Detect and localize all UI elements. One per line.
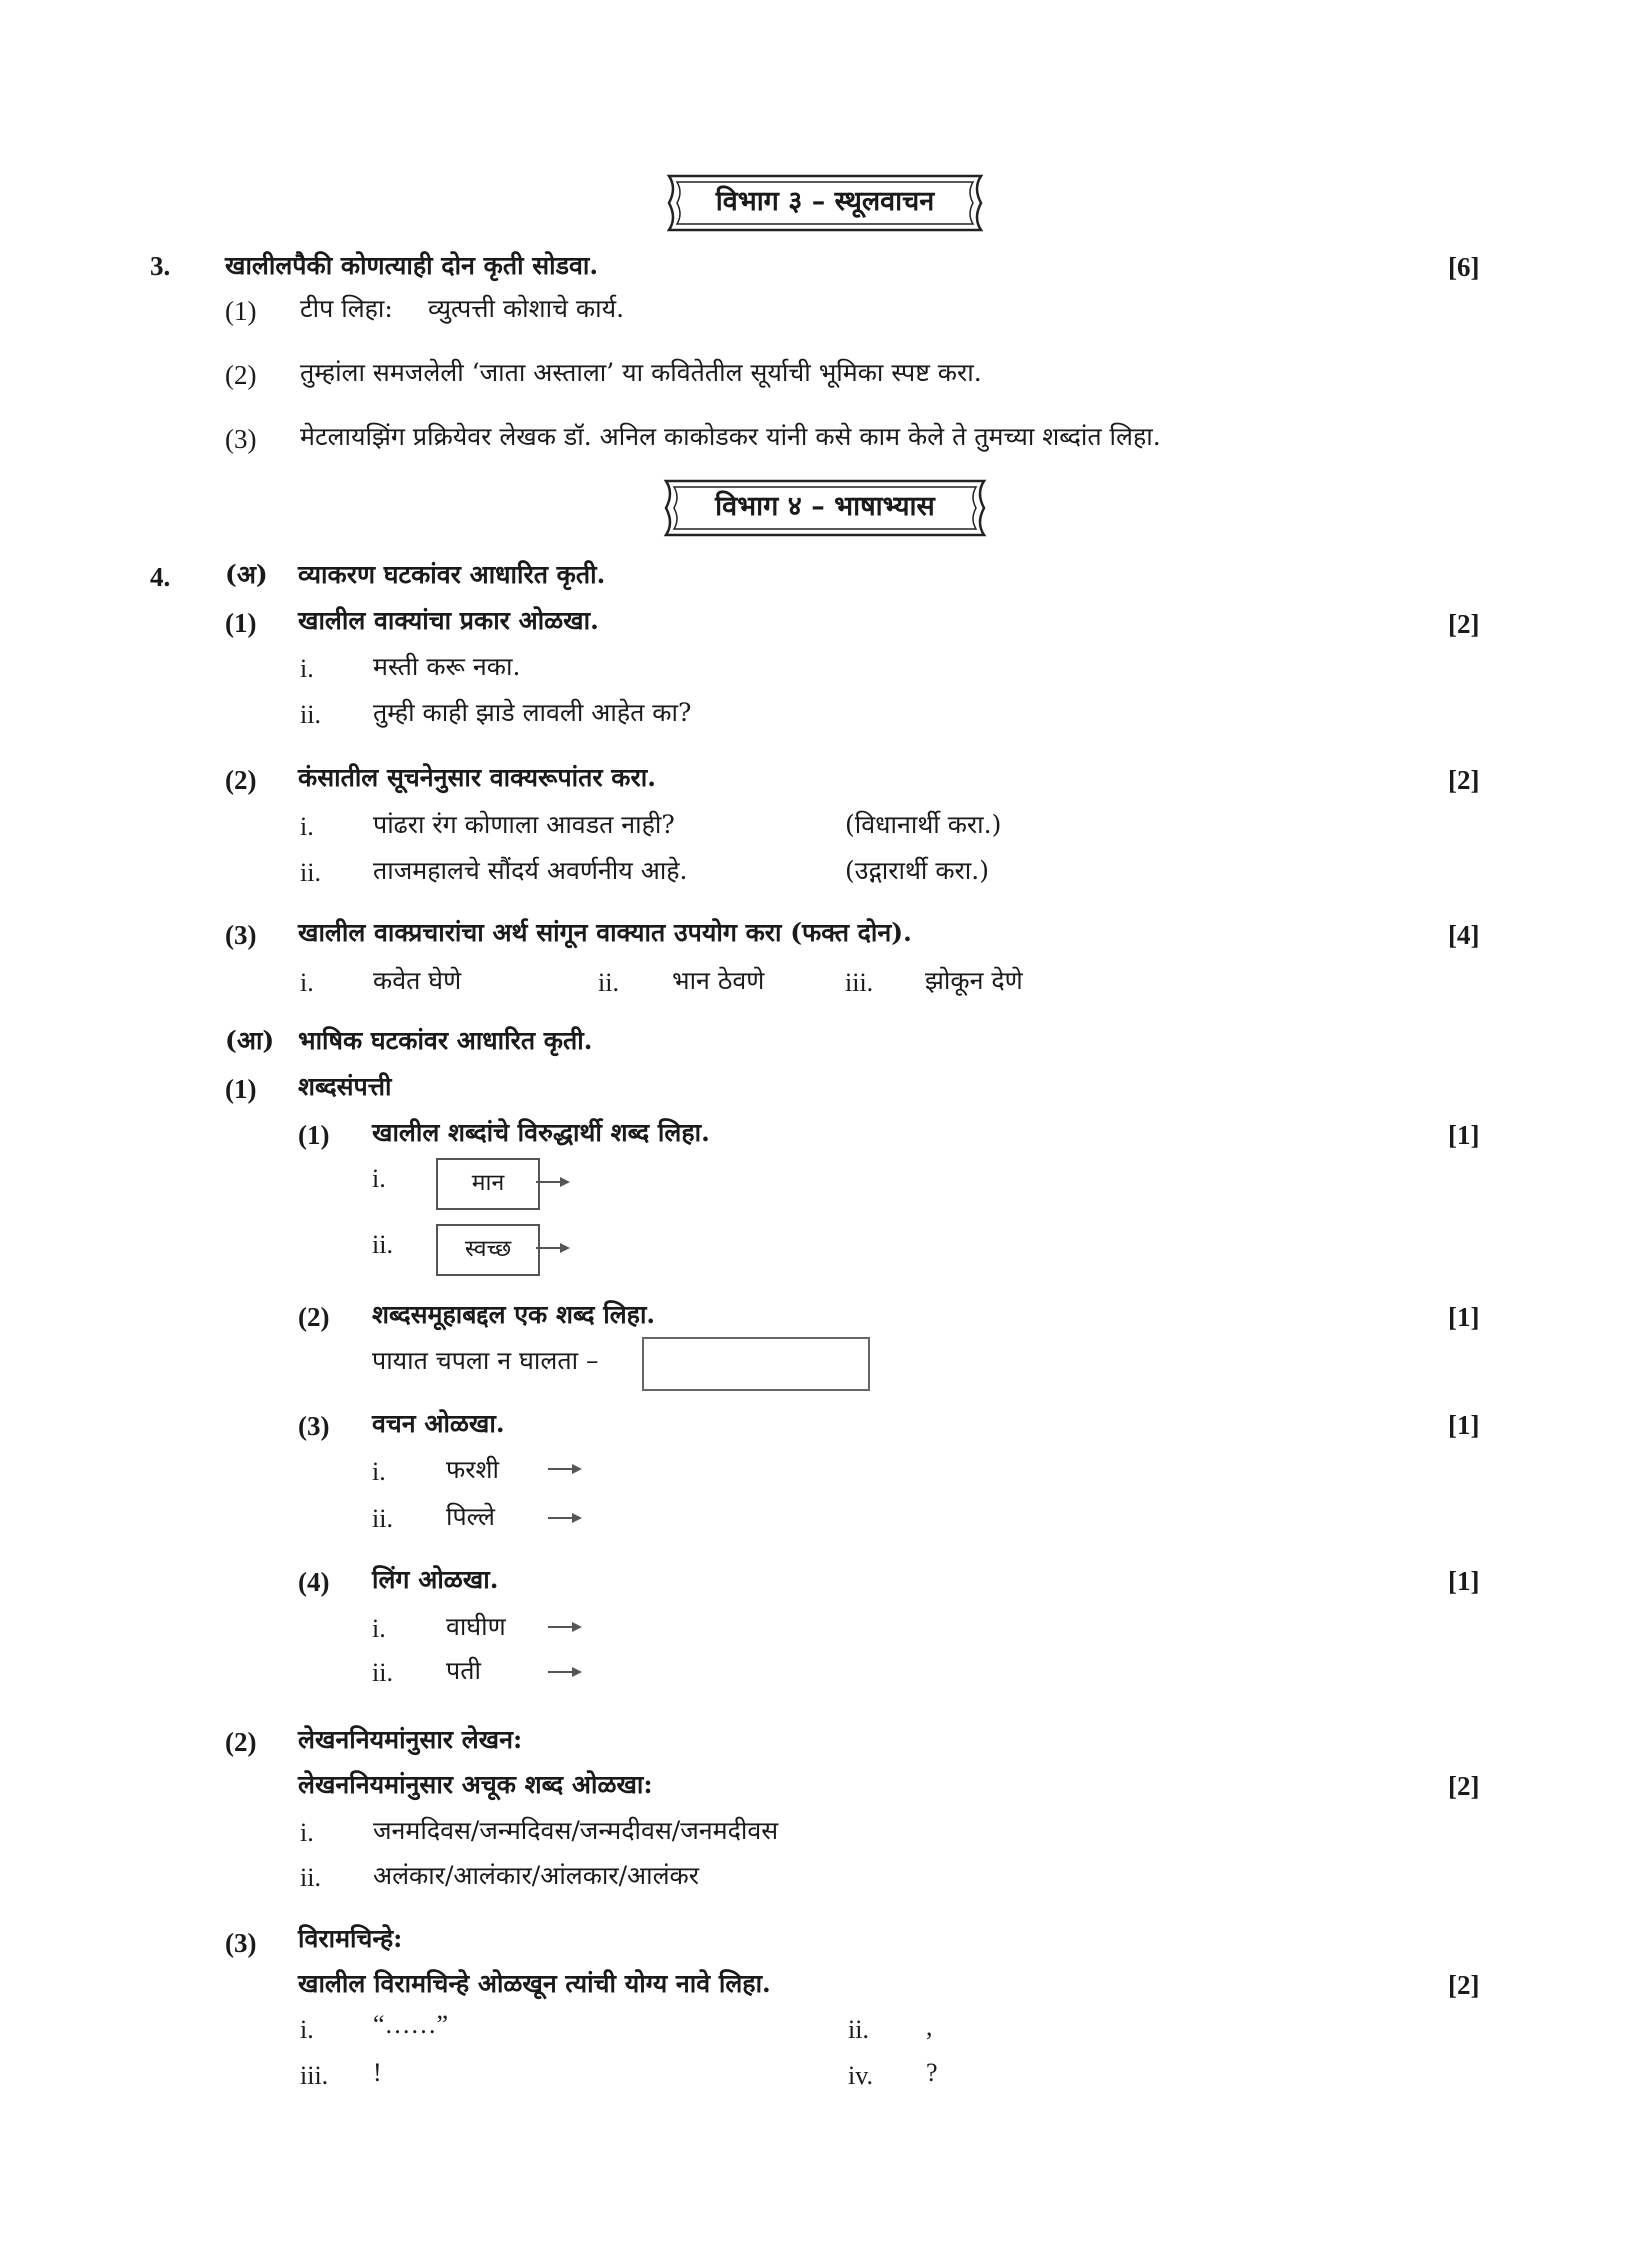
aa-q3-item-2-label: ii. [848,2015,869,2044]
section-4-title: विभाग ४ – भाषाभ्यास [715,491,935,522]
a-q3-item-2-text: भान ठेवणे [672,966,765,995]
aa-q1-sub4-marks: [1] [1448,1566,1480,1596]
a-q2-item-1-label: i. [300,812,314,841]
a-q1-marks: [2] [1448,609,1480,639]
a-q3-item-3-text: झोकून देणे [925,966,1023,995]
antonym-word: स्वच्छ [464,1236,512,1262]
a-q3-item-2-label: ii. [598,968,619,997]
a-q2-label: (2) [225,765,257,795]
section-4-banner [652,477,998,539]
aa-q2-title: लेखननियमांनुसार लेखन: [298,1725,523,1754]
antonym-word: मान [471,1170,505,1196]
a-q1-item-2-label: ii. [300,700,321,729]
a-q1-label: (1) [225,608,257,638]
q3-number: 3. [150,251,171,281]
aa-q3-item-3-label: iii. [300,2061,329,2090]
aa-q1-sub3-item-1-label: i. [372,1457,386,1486]
arrow-right-icon [548,1512,582,1524]
aa-q1-sub2-prompt: पायात चपला न घालता – [372,1346,599,1375]
arrow-right-icon [548,1463,582,1475]
aa-q2-subtitle: लेखननियमांनुसार अचूक शब्द ओळखा: [298,1770,653,1799]
a-q1-item-2-text: तुम्ही काही झाडे लावली आहेत का? [373,698,692,727]
a-q3-title: खालील वाक्प्रचारांचा अर्थ सांगून वाक्यात उपयोग करा (फक्त दोन). [298,918,912,947]
aa-q1-label: (1) [225,1074,257,1104]
aa-q1-sub1-item-1-label: i. [372,1164,386,1193]
aa-q3-marks: [2] [1448,1970,1480,2000]
aa-q3-item-2-symbol: , [926,2012,933,2041]
aa-q3-title: विरामचिन्हे: [298,1924,403,1953]
q3-item-1-label: (1) [225,296,257,326]
q3-item-2-label: (2) [225,360,257,390]
aa-q1-sub2-title: शब्दसमूहाबद्दल एक शब्द लिहा. [372,1300,656,1329]
aa-q3-item-4-symbol: ? [926,2058,938,2087]
q3-marks: [6] [1448,252,1480,282]
aa-q3-label: (3) [225,1928,257,1958]
a-q1-item-1-label: i. [300,654,314,683]
aa-q1-sub3-label: (3) [298,1411,330,1441]
aa-q1-sub1-title: खालील शब्दांचे विरुद्धार्थी शब्द लिहा. [372,1118,710,1147]
aa-q1-sub1-label: (1) [298,1120,330,1150]
arrow-right-icon [536,1176,570,1188]
q4-number: 4. [150,562,171,592]
aa-q1-sub4-label: (4) [298,1567,330,1597]
q3-item-1-topic: व्युत्पत्ती कोशाचे कार्य. [428,294,625,323]
a-q2-item-2-hint: (उद्गारार्थी करा.) [845,856,989,885]
aa-q2-marks: [2] [1448,1771,1480,1801]
aa-q2-item-1-label: i. [300,1818,314,1847]
a-q2-marks: [2] [1448,765,1480,795]
aa-q2-item-1-text: जनमदिवस/जन्मदिवस/जन्मदीवस/जनमदीवस [373,1816,779,1845]
part-a-label: (अ) [225,560,268,589]
part-aa-title: भाषिक घटकांवर आधारित कृती. [298,1026,593,1055]
arrow-right-icon [548,1621,582,1633]
a-q1-item-1-text: मस्ती करू नका. [373,652,521,681]
aa-q1-title: शब्दसंपत्ती [298,1072,392,1101]
aa-q1-sub3-item-2-word: पिल्ले [446,1502,495,1531]
arrow-right-icon [548,1666,582,1678]
q3-item-2-text: तुम्हांला समजलेली ‘जाता अस्ताला’ या कवितेतील सूर्याची भूमिका स्पष्ट करा. [300,358,982,387]
a-q2-item-2-label: ii. [300,858,321,887]
aa-q1-sub3-marks: [1] [1448,1410,1480,1440]
aa-q1-sub4-item-1-word: वाघीण [446,1612,506,1641]
part-a-title: व्याकरण घटकांवर आधारित कृती. [298,560,606,589]
a-q2-item-1-hint: (विधानार्थी करा.) [845,810,1002,839]
a-q2-item-1-text: पांढरा रंग कोणाला आवडत नाही? [373,810,675,839]
answer-box [642,1337,870,1391]
a-q2-item-2-text: ताजमहालचे सौंदर्य अवर्णनीय आहे. [373,856,688,885]
aa-q2-label: (2) [225,1727,257,1757]
aa-q1-sub3-title: वचन ओळखा. [372,1409,505,1438]
aa-q2-item-2-text: अलंकार/आलंकार/आंलकार/आलंकर [373,1861,699,1890]
arrow-right-icon [536,1242,570,1254]
a-q2-title: कंसातील सूचनेनुसार वाक्यरूपांतर करा. [298,763,656,792]
aa-q1-sub1-item-2-label: ii. [372,1230,393,1259]
a-q1-title: खालील वाक्यांचा प्रकार ओळखा. [298,606,599,635]
aa-q3-item-1-symbol: “……” [373,2010,449,2039]
aa-q3-item-1-label: i. [300,2015,314,2044]
a-q3-item-3-label: iii. [845,968,874,997]
aa-q1-sub4-item-2-label: ii. [372,1658,393,1687]
section-3-title: विभाग ३ – स्थूलवाचन [715,186,935,217]
aa-q1-sub1-marks: [1] [1448,1120,1480,1150]
section-3-banner [655,172,995,234]
a-q3-marks: [4] [1448,920,1480,950]
q3-item-3-label: (3) [225,424,257,454]
q3-instruction: खालीलपैकी कोणत्याही दोन कृती सोडवा. [225,251,599,280]
aa-q3-item-4-label: iv. [848,2061,874,2090]
part-aa-label: (आ) [225,1026,275,1055]
aa-q1-sub4-item-2-word: पती [446,1656,481,1685]
aa-q1-sub2-marks: [1] [1448,1302,1480,1332]
aa-q1-sub4-title: लिंग ओळखा. [372,1565,499,1594]
aa-q1-sub3-item-2-label: ii. [372,1504,393,1533]
a-q3-item-1-label: i. [300,968,314,997]
antonym-word-box [436,1158,540,1210]
aa-q3-subtitle: खालील विरामचिन्हे ओळखून त्यांची योग्य नावे लिहा. [298,1969,771,1998]
q3-item-3-text: मेटलायझिंग प्रक्रियेवर लेखक डॉ. अनिल काकोडकर यांनी कसे काम केले ते तुमच्या शब्दांत लिहा. [300,422,1161,451]
a-q3-item-1-text: कवेत घेणे [373,966,462,995]
aa-q2-item-2-label: ii. [300,1863,321,1892]
a-q3-label: (3) [225,920,257,950]
antonym-word-box [436,1224,540,1276]
aa-q3-item-3-symbol: ! [373,2058,382,2087]
aa-q1-sub2-label: (2) [298,1302,330,1332]
aa-q1-sub3-item-1-word: फरशी [446,1455,499,1484]
aa-q1-sub4-item-1-label: i. [372,1614,386,1643]
q3-item-1-text: टीप लिहा: [300,294,393,323]
